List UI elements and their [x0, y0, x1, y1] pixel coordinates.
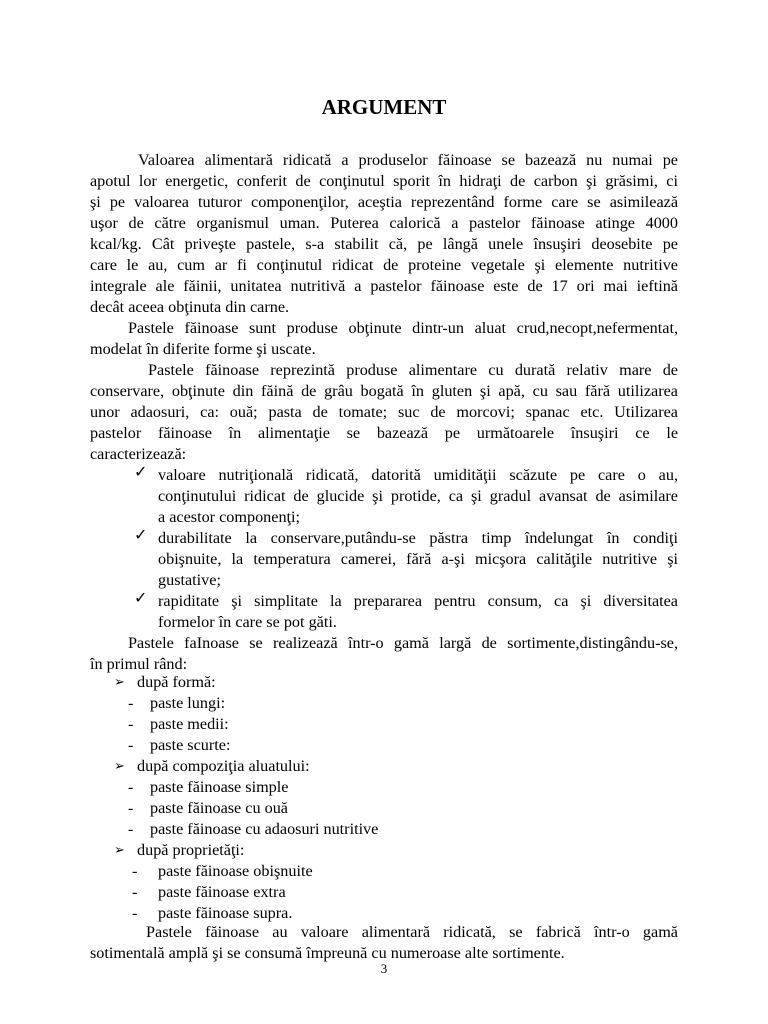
checklist-3-line-2: formelor în care se pot găti.: [158, 613, 337, 631]
dash-bullet: -: [128, 799, 134, 817]
arrow-bullet-icon: ➢: [114, 759, 125, 774]
paragraph-1-line-6: care le au, cum ar fi conţinutul ridicat de proteine vegetale şi elemente nutritive: [90, 256, 678, 274]
group-2-item-1: paste făinoase simple: [150, 778, 289, 796]
checklist-2-line-2: obişnuite, la temperatura camerei, fără a-şi micşora calităţile nutritive şi: [158, 550, 678, 568]
paragraph-1-line-1: Valoarea alimentară ridicată a produselor făinoase se bazează nu numai pe: [138, 151, 678, 169]
paragraph-4-line-1: Pastele faInoase se realizează într-o gamă largă de sortimente,distingându-se,: [128, 634, 678, 652]
check-icon: ✓: [134, 462, 148, 481]
paragraph-2-line-2: modelat în diferite forme şi uscate.: [90, 340, 316, 358]
paragraph-1-line-2: apotul lor energetic, conferit de conţinutul sporit în hidraţi de carbon şi grăsimi, ci: [90, 172, 678, 190]
group-1-item-1: paste lungi:: [150, 694, 226, 712]
checklist-1-line-3: a acestor componenţi;: [158, 508, 301, 526]
arrow-bullet-icon: ➢: [114, 843, 125, 858]
dash-bullet: -: [128, 736, 134, 754]
group-3-item-1: paste făinoase obişnuite: [158, 862, 313, 880]
page-title: ARGUMENT: [321, 95, 447, 119]
paragraph-3-line-5: caracterizează:: [90, 445, 187, 463]
check-icon: ✓: [134, 525, 148, 544]
paragraph-3-line-2: conservare, obţinute din făină de grâu bogată în gluten şi apă, cu sau fără utilizarea: [90, 382, 678, 400]
checklist-2-line-1: durabilitate la conservare,putându-se păstra timp îndelungat în condiţi: [158, 529, 678, 547]
paragraph-1-line-8: decât aceea obţinuta din carne.: [90, 298, 290, 316]
check-icon: ✓: [134, 588, 148, 607]
arrow-bullet-icon: ➢: [114, 675, 125, 690]
paragraph-5-line-2: sotimentală amplă şi se consumă împreună cu numeroase alte sortimente.: [90, 944, 565, 962]
dash-bullet: -: [128, 778, 134, 796]
checklist-3-line-1: rapiditate şi simplitate la prepararea pentru consum, ca şi diversitatea: [158, 592, 678, 610]
group-2-item-3: paste făinoase cu adaosuri nutritive: [150, 820, 379, 838]
group-3-label: după proprietăţi:: [137, 841, 245, 859]
paragraph-1-line-5: kcal/kg. Cât priveşte pastele, s-a stabilit că, pe lângă unele însuşiri deosebite pe: [90, 235, 678, 253]
paragraph-2-line-1: Pastele făinoase sunt produse obţinute dintr-un aluat crud,necopt,nefermentat,: [128, 319, 678, 337]
paragraph-1-line-7: integrale ale făinii, unitatea nutritivă a pastelor făinoase este de 17 ori mai ieftină: [90, 277, 678, 295]
checklist-1-line-2: conţinutului ridicat de glucide şi protide, ca şi gradul avansat de asimilare: [158, 487, 678, 505]
dash-bullet: -: [132, 862, 138, 880]
dash-bullet: -: [128, 694, 134, 712]
dash-bullet: -: [128, 820, 134, 838]
paragraph-1-line-3: şi pe valoarea tuturor componenţilor, aceştia reprezentând forme care se asimilează: [90, 193, 678, 211]
checklist-2-line-3: gustative;: [158, 571, 221, 589]
dash-bullet: -: [128, 715, 134, 733]
dash-bullet: -: [132, 904, 138, 922]
group-2-label: după compoziţia aluatului:: [137, 757, 310, 775]
group-1-item-2: paste medii:: [150, 715, 229, 733]
checklist-1-line-1: valoare nutriţională ridicată, datorită umidităţii scăzute pe care o au,: [158, 466, 678, 484]
paragraph-3-line-4: pastelor făinoase în alimentaţie se bazează pe următoarele însuşiri ce le: [90, 424, 678, 442]
group-2-item-2: paste făinoase cu ouă: [150, 799, 288, 817]
group-1-label: după formă:: [137, 673, 216, 691]
paragraph-5-line-1: Pastele făinoase au valoare alimentară ridicată, se fabrică într-o gamă: [146, 923, 678, 941]
group-3-item-3: paste făinoase supra.: [158, 904, 293, 922]
group-3-item-2: paste făinoase extra: [158, 883, 286, 901]
paragraph-3-line-3: unor adaosuri, ca: ouă; pasta de tomate; suc de morcovi; spanac etc. Utilizarea: [90, 403, 678, 421]
page-number: 3: [380, 961, 388, 976]
group-1-item-3: paste scurte:: [150, 736, 231, 754]
paragraph-3-line-1: Pastele făinoase reprezintă produse alimentare cu durată relativ mare de: [148, 361, 678, 379]
paragraph-4-line-2: în primul rând:: [90, 655, 188, 673]
paragraph-1-line-4: uşor de către organismul uman. Puterea calorică a pastelor făinoase atinge 4000: [90, 214, 678, 232]
dash-bullet: -: [132, 883, 138, 901]
